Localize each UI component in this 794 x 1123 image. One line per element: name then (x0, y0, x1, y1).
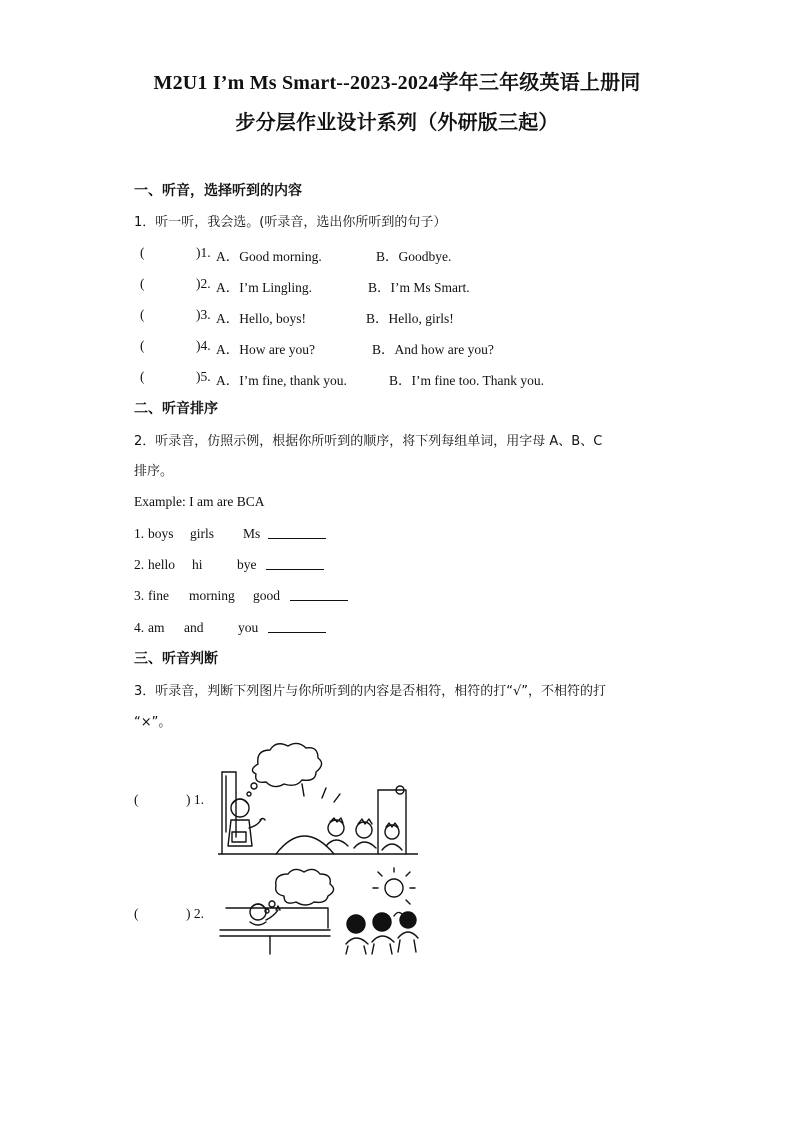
word-3: bye (237, 557, 257, 572)
section1-heading: 一、听音，选择听到的内容 (134, 183, 302, 199)
classroom-goodbye-illustration (218, 866, 428, 956)
page-title-line1: M2U1 I’m Ms Smart--2023-2024学年三年级英语上册同 (153, 72, 641, 94)
word-2: girls (190, 526, 215, 541)
picture-item-number: ) 2. (186, 906, 204, 921)
row-number: 1. (134, 526, 145, 541)
option-a: A．Good morning. (216, 249, 322, 264)
question-number: )5. (196, 369, 211, 384)
answer-paren-open: ( (140, 307, 145, 322)
section2-example: Example: I am are BCA (134, 494, 265, 509)
option-b: B．I’m Ms Smart. (368, 280, 470, 295)
section2-heading: 二、听音排序 (134, 401, 218, 417)
answer-paren-open: ( (140, 338, 145, 353)
answer-paren-open: ( (134, 906, 139, 921)
row-number: 4. (134, 620, 145, 635)
option-a: A．Hello, boys! (216, 311, 306, 326)
word-2: and (184, 620, 204, 635)
question-number: )4. (196, 338, 211, 353)
option-a: A．I’m fine, thank you. (216, 373, 347, 388)
word-3: Ms (243, 526, 261, 541)
word-3: you (238, 620, 259, 635)
row-number: 2. (134, 557, 145, 572)
section2-instruction-line2: 排序。 (134, 464, 174, 479)
section1-instruction: 1．听一听，我会选。(听录音，选出你所听到的句子） (134, 215, 447, 230)
section3-heading: 三、听音判断 (134, 651, 218, 667)
answer-blank[interactable] (284, 588, 348, 605)
answer-paren-open: ( (134, 792, 139, 807)
answer-paren-open: ( (140, 369, 145, 384)
picture-item-number: ) 1. (186, 792, 204, 807)
answer-blank[interactable] (262, 526, 326, 543)
word-2: hi (192, 557, 203, 572)
word-1: hello (148, 557, 175, 572)
option-b: B．And how are you? (372, 342, 494, 357)
option-b: B．Hello, girls! (366, 311, 454, 326)
section3-instruction-line1: 3．听录音，判断下列图片与你所听到的内容是否相符，相符的打“√”，不相符的打 (134, 684, 607, 699)
answer-paren-open: ( (140, 245, 145, 260)
option-b: B．I’m fine too. Thank you. (389, 373, 544, 388)
answer-paren-open: ( (140, 276, 145, 291)
question-number: )3. (196, 307, 211, 322)
answer-blank[interactable] (262, 620, 326, 637)
answer-blank[interactable] (260, 557, 324, 574)
word-1: boys (148, 526, 174, 541)
row-number: 3. (134, 588, 145, 603)
option-b: B．Goodbye. (376, 249, 452, 264)
word-1: fine (148, 588, 169, 603)
option-a: A．I’m Lingling. (216, 280, 312, 295)
question-number: )2. (196, 276, 211, 291)
word-1: am (148, 620, 165, 635)
word-3: good (253, 588, 280, 603)
word-2: morning (189, 588, 235, 603)
question-number: )1. (196, 245, 211, 260)
section3-instruction-line2: “×”。 (134, 715, 172, 730)
section2-instruction-line1: 2．听录音，仿照示例，根据你所听到的顺序，将下列每组单词，用字母 A、B、C (134, 434, 603, 449)
option-a: A．How are you? (216, 342, 315, 357)
classroom-morning-illustration (218, 742, 418, 857)
page-title-line2: 步分层作业设计系列（外研版三起） (235, 112, 559, 134)
